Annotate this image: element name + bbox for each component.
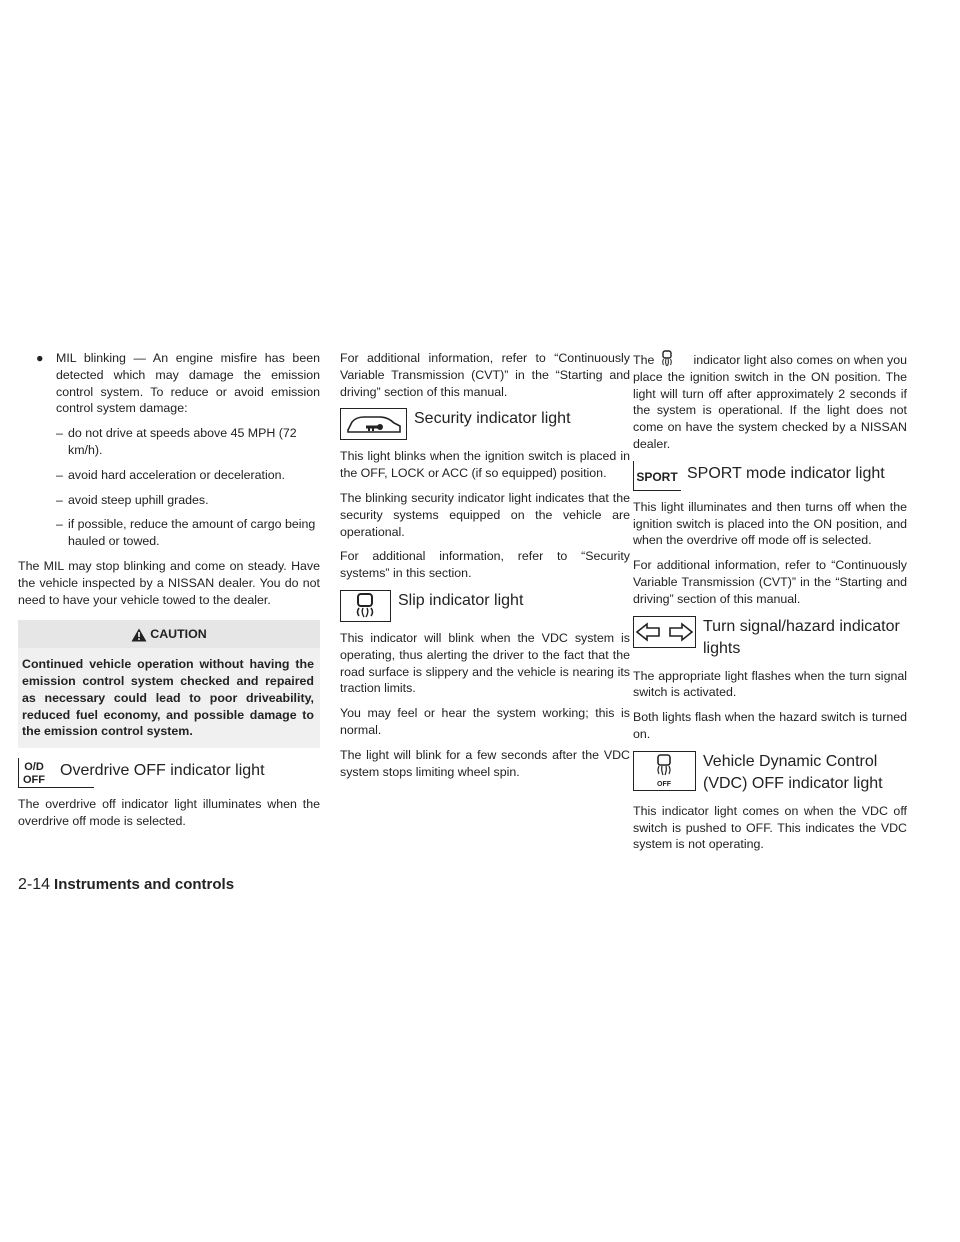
sport-heading: [633, 461, 907, 491]
dash-marker: –: [56, 492, 63, 507]
sport-paragraph-2: For additional information, refer to “Continuously Variable Transmission (CVT)” in the “Starting and driving” section of this manual.: [633, 558, 907, 606]
mil-steady-paragraph: The MIL may stop blinking and come on steady. Have the vehicle inspected by a NISSAN dealer. You do not need to have your vehicle towed to the dealer.: [18, 558, 320, 607]
mil-blinking-bullet: [18, 350, 320, 417]
od-icon-line2: OFF: [23, 774, 45, 787]
vdc-icon-text: OFF: [657, 780, 671, 788]
sport-paragraph-1: This light illuminates and then turns off when the ignition switch is placed into the ON position, and when the overdrive off mode off is selected.: [633, 499, 907, 548]
sport-title: SPORT mode indicator light: [687, 464, 885, 482]
caution-text: Continued vehicle operation without having the emission control system checked and repaired as necessary could lead to poor driveability, reduced fuel economy, and possible damage to the emission control system.: [18, 648, 320, 748]
sport-icon: [633, 461, 681, 491]
slip-lead-text: The: [633, 353, 655, 367]
od-off-text: The overdrive off indicator light illuminates when the overdrive off mode is selected.: [18, 797, 320, 828]
cvt-reference: For additional information, refer to “Continuously Variable Transmission (CVT)” in the “Starting and driving” section of this manual.: [340, 351, 630, 399]
page-footer: [18, 876, 234, 894]
od-off-heading: [18, 758, 320, 788]
turn-signal-title: Turn signal/hazard indicator lights: [703, 617, 900, 657]
caution-title: CAUTION: [150, 627, 207, 642]
security-paragraph-1: This light blinks when the ignition switch is placed in the OFF, LOCK or ACC (if so equipped) position.: [340, 449, 630, 481]
column-right: [633, 350, 907, 861]
slip-paragraph-3: The light will blink for a few seconds after the VDC system stops limiting wheel spin.: [340, 747, 630, 779]
turn-paragraph-2: Both lights flash when the hazard switch is turned on.: [633, 710, 907, 741]
security-paragraph-3: For additional information, refer to “Security systems” in this section.: [340, 549, 630, 581]
dash-item: [18, 516, 320, 550]
turn-signal-icon: [633, 616, 697, 648]
slip-heading: [340, 590, 630, 622]
turn-signal-heading: [633, 616, 907, 660]
slip-inline-icon: [660, 350, 674, 368]
security-title: Security indicator light: [414, 410, 571, 428]
slip-paragraph-1: This indicator will blink when the VDC system is operating, thus alerting the driver to the fact that the road surface is slippery and the vehicle is nearing its traction limits.: [340, 630, 630, 696]
column-middle: [340, 350, 630, 788]
dash-item-text: if possible, reduce the amount of cargo being hauled or towed.: [68, 517, 316, 549]
od-off-title: Overdrive OFF indicator light: [60, 762, 265, 780]
dash-item-text: do not drive at speeds above 45 MPH (72 km/h).: [68, 426, 297, 457]
od-icon-line1: O/D: [24, 761, 44, 774]
column-left: [18, 350, 320, 838]
section-title: Instruments and controls: [54, 876, 235, 893]
slip-title: Slip indicator light: [398, 591, 524, 609]
slip-rest-text: indicator light also comes on when you place the ignition switch in the ON position. The light will turn off after approximately 2 seconds if the system is operational. If the light does not come on have the system checked by a NISSAN dealer.: [633, 353, 907, 451]
security-icon: [340, 408, 408, 440]
vdc-paragraph-1: This indicator light comes on when the VDC off switch is pushed to OFF. This indicates the VDC system is not operating.: [633, 803, 907, 852]
bullet-marker: ●: [36, 351, 44, 365]
caution-box: [18, 620, 320, 748]
vdc-off-icon: [633, 751, 697, 791]
dash-item: [18, 467, 320, 484]
dash-item-text: avoid hard acceleration or deceleration.: [68, 467, 285, 482]
slip-icon: [340, 590, 392, 622]
slip-paragraph-2: You may feel or hear the system working; this is normal.: [340, 706, 630, 737]
sport-icon-text: SPORT: [636, 469, 678, 484]
dash-item: [18, 425, 320, 459]
dash-marker: –: [56, 467, 63, 482]
vdc-off-heading: [633, 751, 907, 795]
mil-blinking-text: MIL blinking — An engine misfire has been detected which may damage the emission control system. To reduce or avoid emission control system damage:: [56, 351, 320, 416]
page-number: 2-14: [18, 876, 51, 893]
dash-item: [18, 492, 320, 509]
security-paragraph-2: The blinking security indicator light indicates that the security systems equipped on the vehicle are operational.: [340, 490, 630, 539]
dash-item-text: avoid steep uphill grades.: [68, 492, 209, 507]
dash-marker: –: [56, 426, 63, 441]
turn-paragraph-1: The appropriate light flashes when the turn signal switch is activated.: [633, 668, 907, 700]
dash-marker: –: [56, 517, 63, 532]
vdc-off-title: Vehicle Dynamic Control (VDC) OFF indicator light: [703, 752, 883, 792]
caution-header: [18, 620, 320, 648]
security-heading: [340, 408, 630, 440]
slip-on-paragraph: [633, 350, 907, 453]
warning-triangle-icon: [131, 628, 147, 642]
